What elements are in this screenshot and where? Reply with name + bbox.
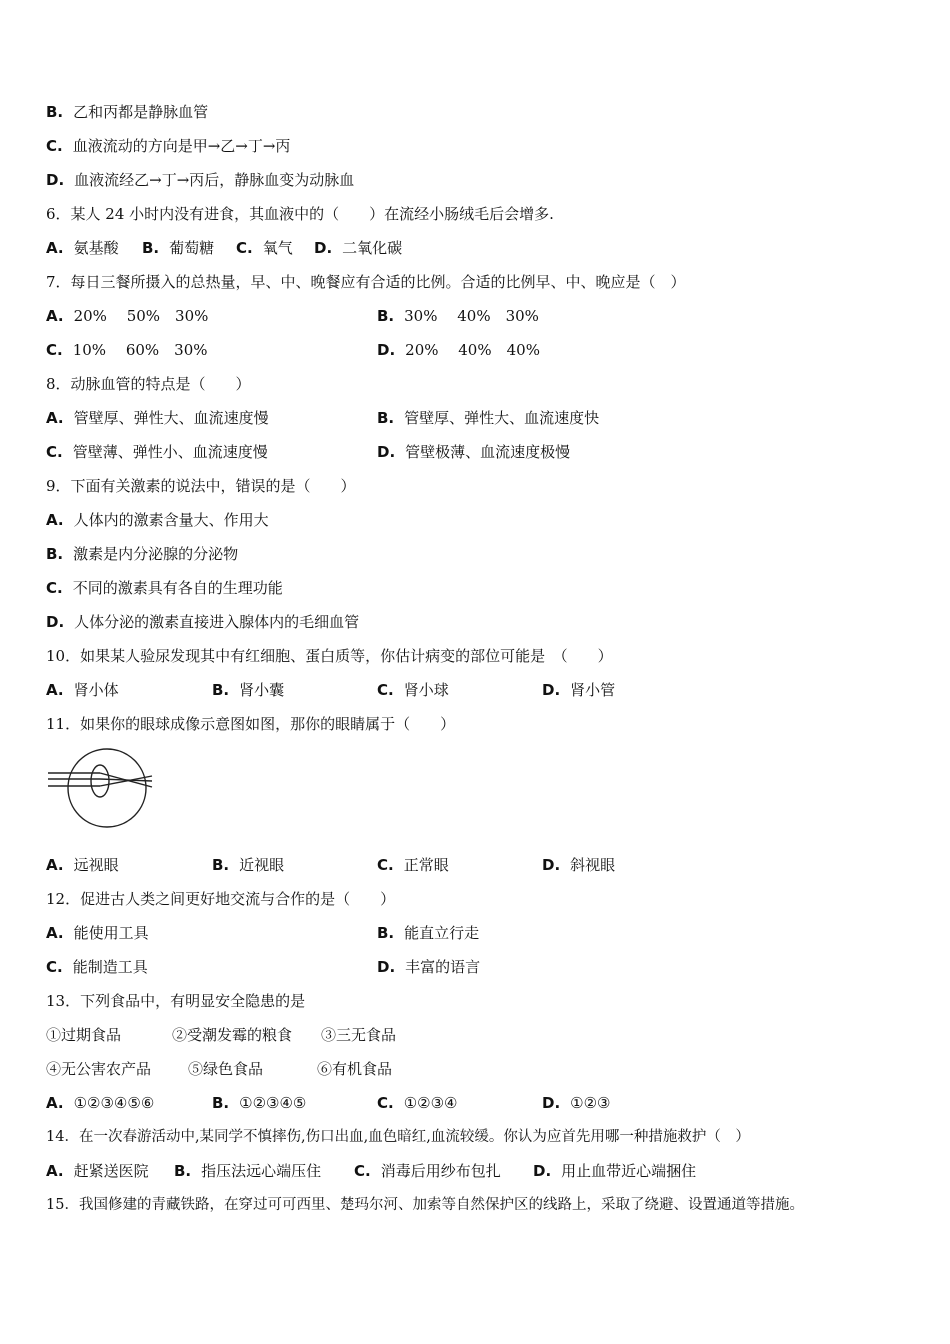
q12-stem: 12．促进古人类之间更好地交流与合作的是（ ） [46, 890, 396, 908]
option-text: ①②③④⑤⑥ [73, 1094, 155, 1112]
q11-option-c [377, 853, 449, 877]
q7-option-b [377, 304, 539, 328]
option-text: 乙和丙都是静脉血管 [73, 103, 209, 121]
q7-option-c [46, 338, 208, 362]
option-letter: A. [46, 924, 64, 942]
q6-option-d [314, 236, 402, 260]
option-text: 10% 60% 30% [72, 341, 208, 359]
eye-diagram-figure [46, 746, 162, 830]
q13-option-c [377, 1091, 458, 1115]
q7-option-d [377, 338, 540, 362]
option-text: 人体分泌的激素直接进入腺体内的毛细血管 [74, 613, 360, 631]
q12-option-b [377, 921, 479, 945]
option-letter: A. [46, 409, 64, 427]
option-letter: B. [46, 103, 64, 121]
option-letter: D. [46, 171, 65, 189]
option-letter: C. [46, 443, 63, 461]
q12-option-d [377, 955, 480, 979]
option-text: 氧气 [262, 239, 293, 257]
q13-item: ①过期食品 [46, 1026, 122, 1044]
option-letter: A. [46, 307, 64, 325]
option-letter: C. [377, 856, 394, 874]
q14-option-c [354, 1159, 501, 1183]
q5-option-d [46, 168, 354, 192]
q8-option-a [46, 406, 269, 430]
option-text: 能直立行走 [404, 924, 480, 942]
option-letter: A. [46, 856, 64, 874]
option-text: 管壁厚、弹性大、血流速度快 [404, 409, 600, 427]
q13-item: ②受潮发霉的粮食 [172, 1026, 293, 1044]
q10-option-a [46, 678, 119, 702]
option-letter: D. [377, 341, 396, 359]
refracted-ray [100, 779, 152, 781]
option-letter: C. [354, 1162, 371, 1180]
option-letter: D. [542, 856, 561, 874]
option-text: 肾小囊 [239, 681, 285, 699]
q13-item: ③三无食品 [321, 1026, 397, 1044]
option-letter: A. [46, 239, 64, 257]
q14-option-d [533, 1159, 696, 1183]
q8-option-b [377, 406, 599, 430]
option-letter: A. [46, 511, 64, 529]
option-text: 赶紧送医院 [73, 1162, 149, 1180]
q15-stem: 15．我国修建的青藏铁路，在穿过可可西里、楚玛尔河、加索等自然保护区的线路上，采取了绕避、设置通道等措施。 [46, 1197, 804, 1213]
option-letter: A. [46, 1162, 64, 1180]
option-text: 葡萄糖 [169, 239, 215, 257]
q12-option-c [46, 955, 148, 979]
option-letter: D. [46, 613, 65, 631]
q6-stem: 6．某人 24 小时内没有进食，其血液中的（ ）在流经小肠绒毛后会增多. [46, 205, 554, 223]
option-letter: D. [377, 958, 396, 976]
q12-option-a [46, 921, 149, 945]
q13-stem: 13．下列食品中，有明显安全隐患的是 [46, 992, 306, 1010]
q13-option-b [212, 1091, 306, 1115]
q10-option-b [212, 678, 284, 702]
option-letter: B. [377, 307, 395, 325]
option-text: 30% 40% 30% [404, 307, 539, 325]
q13-item: ④无公害农产品 [46, 1060, 152, 1078]
q14-stem: 14．在一次春游活动中,某同学不慎摔伤,伤口出血,血色暗红,血流较缓。你认为应首先用哪一种措施救护（ ） [46, 1129, 750, 1145]
q5-option-c [46, 134, 290, 158]
option-text: 血液流动的方向是甲→乙→丁→丙 [72, 137, 291, 155]
option-text: 激素是内分泌腺的分泌物 [73, 545, 239, 563]
option-letter: B. [142, 239, 160, 257]
option-text: ①②③④⑤ [239, 1094, 307, 1112]
option-text: ①②③ [570, 1094, 611, 1112]
option-letter: B. [377, 924, 395, 942]
option-letter: C. [46, 137, 63, 155]
option-text: 正常眼 [403, 856, 449, 874]
q5-option-b [46, 100, 208, 124]
option-letter: C. [46, 579, 63, 597]
option-letter: C. [377, 1094, 394, 1112]
q8-option-c [46, 440, 268, 464]
option-text: ①②③④ [403, 1094, 458, 1112]
q6-option-a [46, 236, 119, 260]
option-letter: A. [46, 1094, 64, 1112]
q10-option-c [377, 678, 449, 702]
q7-stem: 7．每日三餐所摄入的总热量，早、中、晚餐应有合适的比例。合适的比例早、中、晚应是（ ） [46, 273, 686, 291]
q9-option-d [46, 610, 359, 634]
option-text: 用止血带近心端捆住 [561, 1162, 697, 1180]
option-letter: D. [314, 239, 333, 257]
option-text: 远视眼 [73, 856, 119, 874]
q9-stem: 9．下面有关激素的说法中，错误的是（ ） [46, 477, 356, 495]
q13-item: ⑤绿色食品 [188, 1060, 264, 1078]
q11-option-a [46, 853, 119, 877]
eyeball-outline [68, 749, 146, 827]
option-letter: B. [377, 409, 395, 427]
option-letter: B. [174, 1162, 192, 1180]
option-text: 丰富的语言 [405, 958, 481, 976]
q9-option-c [46, 576, 283, 600]
option-text: 20% 40% 40% [405, 341, 540, 359]
option-text: 肾小管 [570, 681, 616, 699]
option-letter: B. [212, 1094, 230, 1112]
option-text: 肾小体 [73, 681, 119, 699]
option-letter: B. [46, 545, 64, 563]
q11-option-b [212, 853, 284, 877]
option-text: 肾小球 [403, 681, 449, 699]
q8-stem: 8．动脉血管的特点是（ ） [46, 375, 251, 393]
option-letter: D. [542, 681, 561, 699]
q6-option-c [236, 236, 293, 260]
q9-option-b [46, 542, 238, 566]
option-text: 人体内的激素含量大、作用大 [73, 511, 269, 529]
q13-option-d [542, 1091, 611, 1115]
option-letter: B. [212, 681, 230, 699]
q11-stem: 11．如果你的眼球成像示意图如图，那你的眼睛属于（ ） [46, 715, 456, 733]
option-text: 指压法远心端压住 [201, 1162, 322, 1180]
option-letter: B. [212, 856, 230, 874]
option-letter: C. [236, 239, 253, 257]
q13-item: ⑥有机食品 [317, 1060, 393, 1078]
q10-option-d [542, 678, 615, 702]
option-text: 管壁薄、弹性小、血流速度慢 [72, 443, 268, 461]
option-letter: A. [46, 681, 64, 699]
option-text: 能使用工具 [73, 924, 149, 942]
option-text: 消毒后用纱布包扎 [380, 1162, 501, 1180]
option-text: 20% 50% 30% [73, 307, 209, 325]
option-letter: C. [46, 341, 63, 359]
option-letter: C. [46, 958, 63, 976]
q9-option-a [46, 508, 269, 532]
option-text: 不同的激素具有各自的生理功能 [72, 579, 283, 597]
option-letter: D. [377, 443, 396, 461]
q11-option-d [542, 853, 615, 877]
q10-stem: 10．如果某人验尿发现其中有红细胞、蛋白质等，你估计病变的部位可能是 （ ） [46, 647, 613, 665]
option-text: 管壁厚、弹性大、血流速度慢 [73, 409, 269, 427]
option-letter: D. [542, 1094, 561, 1112]
q13-option-a [46, 1091, 154, 1115]
option-text: 氨基酸 [73, 239, 119, 257]
option-text: 二氧化碳 [342, 239, 403, 257]
option-text: 血液流经乙→丁→丙后，静脉血变为动脉血 [74, 171, 355, 189]
lens [91, 765, 109, 797]
option-text: 近视眼 [239, 856, 285, 874]
q7-option-a [46, 304, 208, 328]
option-letter: D. [533, 1162, 552, 1180]
option-letter: C. [377, 681, 394, 699]
q8-option-d [377, 440, 570, 464]
option-text: 能制造工具 [72, 958, 148, 976]
q14-option-a [46, 1159, 149, 1183]
option-text: 斜视眼 [570, 856, 616, 874]
q6-option-b [142, 236, 214, 260]
option-text: 管壁极薄、血流速度极慢 [405, 443, 571, 461]
q14-option-b [174, 1159, 321, 1183]
